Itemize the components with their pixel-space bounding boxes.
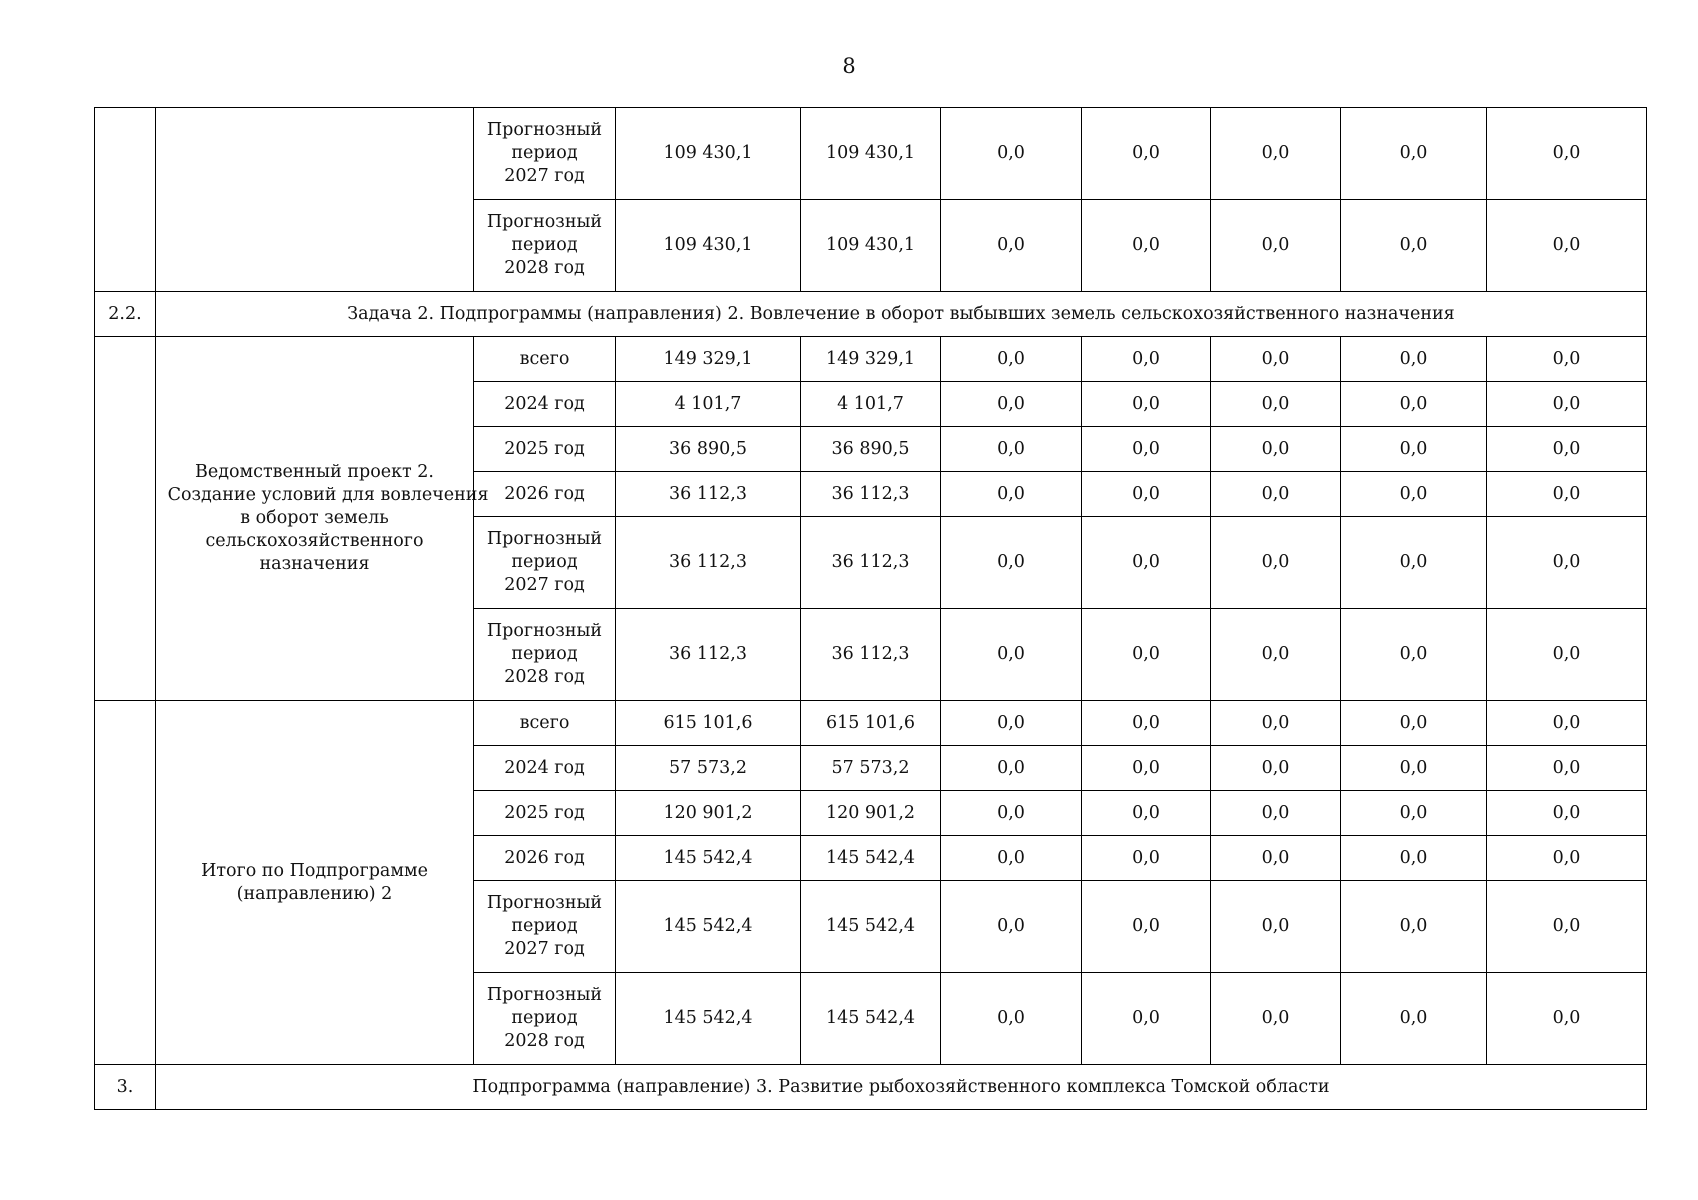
value-cell: 36 890,5 xyxy=(801,427,941,472)
value-cell: 145 542,4 xyxy=(801,881,941,973)
task-title: Задача 2. Подпрограммы (направления) 2. Вовлечение в оборот выбывших земель сельскохозяйственного назначения xyxy=(156,292,1647,337)
value-cell: 0,0 xyxy=(1487,427,1647,472)
page-number: 8 xyxy=(842,54,856,78)
value-cell: 0,0 xyxy=(1211,746,1341,791)
value-cell: 0,0 xyxy=(1487,609,1647,701)
value-cell: 36 112,3 xyxy=(616,517,801,609)
value-cell: 0,0 xyxy=(941,746,1082,791)
value-cell: 145 542,4 xyxy=(801,836,941,881)
value-cell: 4 101,7 xyxy=(616,382,801,427)
value-cell: 109 430,1 xyxy=(616,108,801,200)
subtotal-name-cell: Итого по Подпрограмме (направлению) 2 xyxy=(156,701,474,1065)
value-cell: 0,0 xyxy=(1082,701,1211,746)
period-cell: 2026 год xyxy=(474,836,616,881)
value-cell: 0,0 xyxy=(1487,973,1647,1065)
value-cell: 0,0 xyxy=(1487,517,1647,609)
value-cell: 0,0 xyxy=(1082,472,1211,517)
value-cell: 0,0 xyxy=(1082,791,1211,836)
value-cell: 0,0 xyxy=(941,427,1082,472)
value-cell: 0,0 xyxy=(941,472,1082,517)
value-cell: 57 573,2 xyxy=(616,746,801,791)
project-name-cell: Ведомственный проект 2. Создание условий для вовлечения в оборот земель сельскохозяйственного назначения xyxy=(156,337,474,701)
value-cell: 0,0 xyxy=(1082,337,1211,382)
value-cell: 0,0 xyxy=(1341,836,1487,881)
value-cell: 0,0 xyxy=(1487,108,1647,200)
subprogram-header-row xyxy=(95,1065,1647,1110)
value-cell: 0,0 xyxy=(1211,517,1341,609)
value-cell: 0,0 xyxy=(1341,427,1487,472)
value-cell: 0,0 xyxy=(1211,200,1341,292)
value-cell: 145 542,4 xyxy=(616,881,801,973)
value-cell: 57 573,2 xyxy=(801,746,941,791)
value-cell: 145 542,4 xyxy=(801,973,941,1065)
value-cell: 0,0 xyxy=(1082,427,1211,472)
budget-table xyxy=(94,107,1647,1110)
value-cell: 0,0 xyxy=(941,382,1082,427)
value-cell: 0,0 xyxy=(941,200,1082,292)
period-cell: 2025 год xyxy=(474,427,616,472)
value-cell: 0,0 xyxy=(1082,836,1211,881)
value-cell: 109 430,1 xyxy=(801,200,941,292)
value-cell: 36 112,3 xyxy=(801,517,941,609)
table-row xyxy=(95,701,1647,746)
row-number-cell xyxy=(95,701,156,1065)
value-cell: 0,0 xyxy=(1082,200,1211,292)
value-cell: 0,0 xyxy=(1211,791,1341,836)
value-cell: 109 430,1 xyxy=(801,108,941,200)
value-cell: 0,0 xyxy=(941,791,1082,836)
value-cell: 0,0 xyxy=(1341,472,1487,517)
value-cell: 0,0 xyxy=(1211,337,1341,382)
value-cell: 0,0 xyxy=(1341,701,1487,746)
value-cell: 145 542,4 xyxy=(616,836,801,881)
value-cell: 0,0 xyxy=(1487,200,1647,292)
period-cell: всего xyxy=(474,337,616,382)
value-cell: 0,0 xyxy=(1082,382,1211,427)
value-cell: 0,0 xyxy=(941,973,1082,1065)
subprogram-title: Подпрограмма (направление) 3. Развитие рыбохозяйственного комплекса Томской области xyxy=(156,1065,1647,1110)
value-cell: 0,0 xyxy=(1487,791,1647,836)
period-cell: Прогнозный период 2028 год xyxy=(474,200,616,292)
value-cell: 0,0 xyxy=(941,701,1082,746)
period-cell: Прогнозный период 2028 год xyxy=(474,973,616,1065)
value-cell: 0,0 xyxy=(1341,609,1487,701)
value-cell: 0,0 xyxy=(1487,472,1647,517)
value-cell: 0,0 xyxy=(1211,973,1341,1065)
value-cell: 0,0 xyxy=(1487,382,1647,427)
period-cell: Прогнозный период 2028 год xyxy=(474,609,616,701)
value-cell: 0,0 xyxy=(941,609,1082,701)
value-cell: 0,0 xyxy=(941,517,1082,609)
value-cell: 4 101,7 xyxy=(801,382,941,427)
value-cell: 0,0 xyxy=(1211,472,1341,517)
value-cell: 0,0 xyxy=(1341,973,1487,1065)
value-cell: 0,0 xyxy=(1211,427,1341,472)
period-cell: Прогнозный период 2027 год xyxy=(474,108,616,200)
value-cell: 0,0 xyxy=(941,881,1082,973)
value-cell: 0,0 xyxy=(1341,881,1487,973)
value-cell: 0,0 xyxy=(941,836,1082,881)
period-cell: 2024 год xyxy=(474,746,616,791)
value-cell: 0,0 xyxy=(1082,108,1211,200)
value-cell: 0,0 xyxy=(1341,337,1487,382)
value-cell: 0,0 xyxy=(1341,746,1487,791)
value-cell: 0,0 xyxy=(1082,517,1211,609)
value-cell: 0,0 xyxy=(1341,200,1487,292)
value-cell: 109 430,1 xyxy=(616,200,801,292)
value-cell: 120 901,2 xyxy=(616,791,801,836)
value-cell: 0,0 xyxy=(1082,881,1211,973)
value-cell: 149 329,1 xyxy=(801,337,941,382)
period-cell: 2025 год xyxy=(474,791,616,836)
table-row xyxy=(95,108,1647,200)
subprogram-number: 3. xyxy=(95,1065,156,1110)
period-cell: всего xyxy=(474,701,616,746)
period-cell: Прогнозный период 2027 год xyxy=(474,517,616,609)
value-cell: 0,0 xyxy=(941,337,1082,382)
value-cell: 615 101,6 xyxy=(801,701,941,746)
value-cell: 0,0 xyxy=(1082,973,1211,1065)
value-cell: 0,0 xyxy=(1082,609,1211,701)
value-cell: 0,0 xyxy=(1341,791,1487,836)
value-cell: 0,0 xyxy=(1487,881,1647,973)
value-cell: 0,0 xyxy=(1082,746,1211,791)
value-cell: 0,0 xyxy=(1211,701,1341,746)
value-cell: 0,0 xyxy=(1211,382,1341,427)
value-cell: 149 329,1 xyxy=(616,337,801,382)
value-cell: 0,0 xyxy=(1487,337,1647,382)
period-cell: 2024 год xyxy=(474,382,616,427)
value-cell: 0,0 xyxy=(1341,108,1487,200)
value-cell: 0,0 xyxy=(1211,881,1341,973)
value-cell: 36 112,3 xyxy=(616,472,801,517)
value-cell: 120 901,2 xyxy=(801,791,941,836)
value-cell: 615 101,6 xyxy=(616,701,801,746)
value-cell: 0,0 xyxy=(1487,836,1647,881)
period-cell: 2026 год xyxy=(474,472,616,517)
value-cell: 36 112,3 xyxy=(616,609,801,701)
value-cell: 36 112,3 xyxy=(801,472,941,517)
value-cell: 0,0 xyxy=(941,108,1082,200)
value-cell: 145 542,4 xyxy=(616,973,801,1065)
row-number-cell xyxy=(95,108,156,292)
table-body xyxy=(95,108,1647,1110)
row-name-cell xyxy=(156,108,474,292)
value-cell: 0,0 xyxy=(1341,517,1487,609)
value-cell: 0,0 xyxy=(1211,609,1341,701)
value-cell: 0,0 xyxy=(1211,836,1341,881)
value-cell: 36 112,3 xyxy=(801,609,941,701)
value-cell: 0,0 xyxy=(1341,382,1487,427)
value-cell: 0,0 xyxy=(1211,108,1341,200)
value-cell: 36 890,5 xyxy=(616,427,801,472)
period-cell: Прогнозный период 2027 год xyxy=(474,881,616,973)
task-number: 2.2. xyxy=(95,292,156,337)
table-row xyxy=(95,337,1647,382)
row-number-cell xyxy=(95,337,156,701)
value-cell: 0,0 xyxy=(1487,701,1647,746)
task-header-row xyxy=(95,292,1647,337)
value-cell: 0,0 xyxy=(1487,746,1647,791)
